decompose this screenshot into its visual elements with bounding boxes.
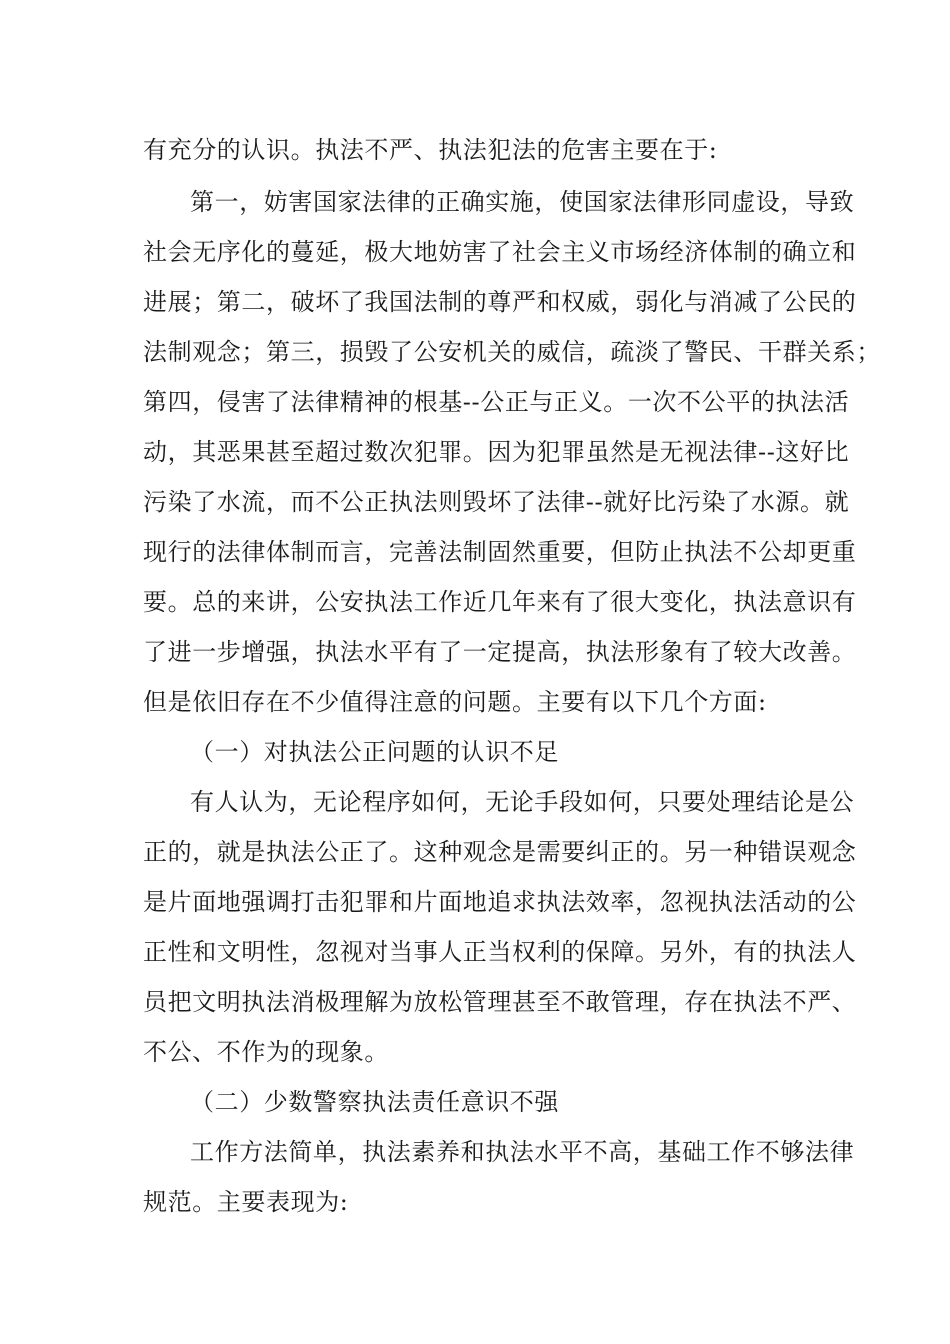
text-line-8: 污染了水流，而不公正执法则毁坏了法律--就好比污染了水源。就 xyxy=(143,488,850,516)
text-line-1: 有充分的认识。执法不严、执法犯法的危害主要在于: xyxy=(143,136,718,164)
text-line-10: 要。总的来讲，公安执法工作近几年来有了很大变化，执法意识有 xyxy=(143,588,857,616)
text-line-15: 正的，就是执法公正了。这种观念是需要纠正的。另一种错误观念 xyxy=(143,838,857,866)
text-line-9: 现行的法律体制而言，完善法制固然重要，但防止执法不公却更重 xyxy=(143,538,857,566)
text-line-2: 第一，妨害国家法律的正确实施，使国家法律形同虚设，导致 xyxy=(190,188,855,216)
text-line-5: 法制观念；第三，损毁了公安机关的威信，疏淡了警民、干群关系； xyxy=(143,338,881,366)
text-line-7: 动，其恶果甚至超过数次犯罪。因为犯罪虽然是无视法律--这好比 xyxy=(143,438,850,466)
text-line-19: 不公、不作为的现象。 xyxy=(143,1038,389,1066)
text-line-12: 但是依旧存在不少值得注意的问题。主要有以下几个方面: xyxy=(143,688,767,716)
text-line-14: 有人认为，无论程序如何，无论手段如何，只要处理结论是公 xyxy=(190,788,855,816)
text-line-3: 社会无序化的蔓延，极大地妨害了社会主义市场经济体制的确立和 xyxy=(143,238,857,266)
text-line-18: 员把文明执法消极理解为放松管理甚至不敢管理，存在执法不严、 xyxy=(143,988,857,1016)
text-line-21: 工作方法简单，执法素养和执法水平不高，基础工作不够法律 xyxy=(190,1138,855,1166)
text-line-16: 是片面地强调打击犯罪和片面地追求执法效率，忽视执法活动的公 xyxy=(143,888,857,916)
text-line-4: 进展；第二，破坏了我国法制的尊严和权威，弱化与消减了公民的 xyxy=(143,288,857,316)
text-line-22: 规范。主要表现为: xyxy=(143,1188,349,1216)
text-line-17: 正性和文明性，忽视对当事人正当权利的保障。另外，有的执法人 xyxy=(143,938,857,966)
section-heading-1: （一）对执法公正问题的认识不足 xyxy=(190,738,559,766)
section-heading-2: （二）少数警察执法责任意识不强 xyxy=(190,1088,559,1116)
text-line-11: 了进一步增强，执法水平有了一定提高，执法形象有了较大改善。 xyxy=(143,638,857,666)
text-line-6: 第四，侵害了法律精神的根基--公正与正义。一次不公平的执法活 xyxy=(143,388,850,416)
